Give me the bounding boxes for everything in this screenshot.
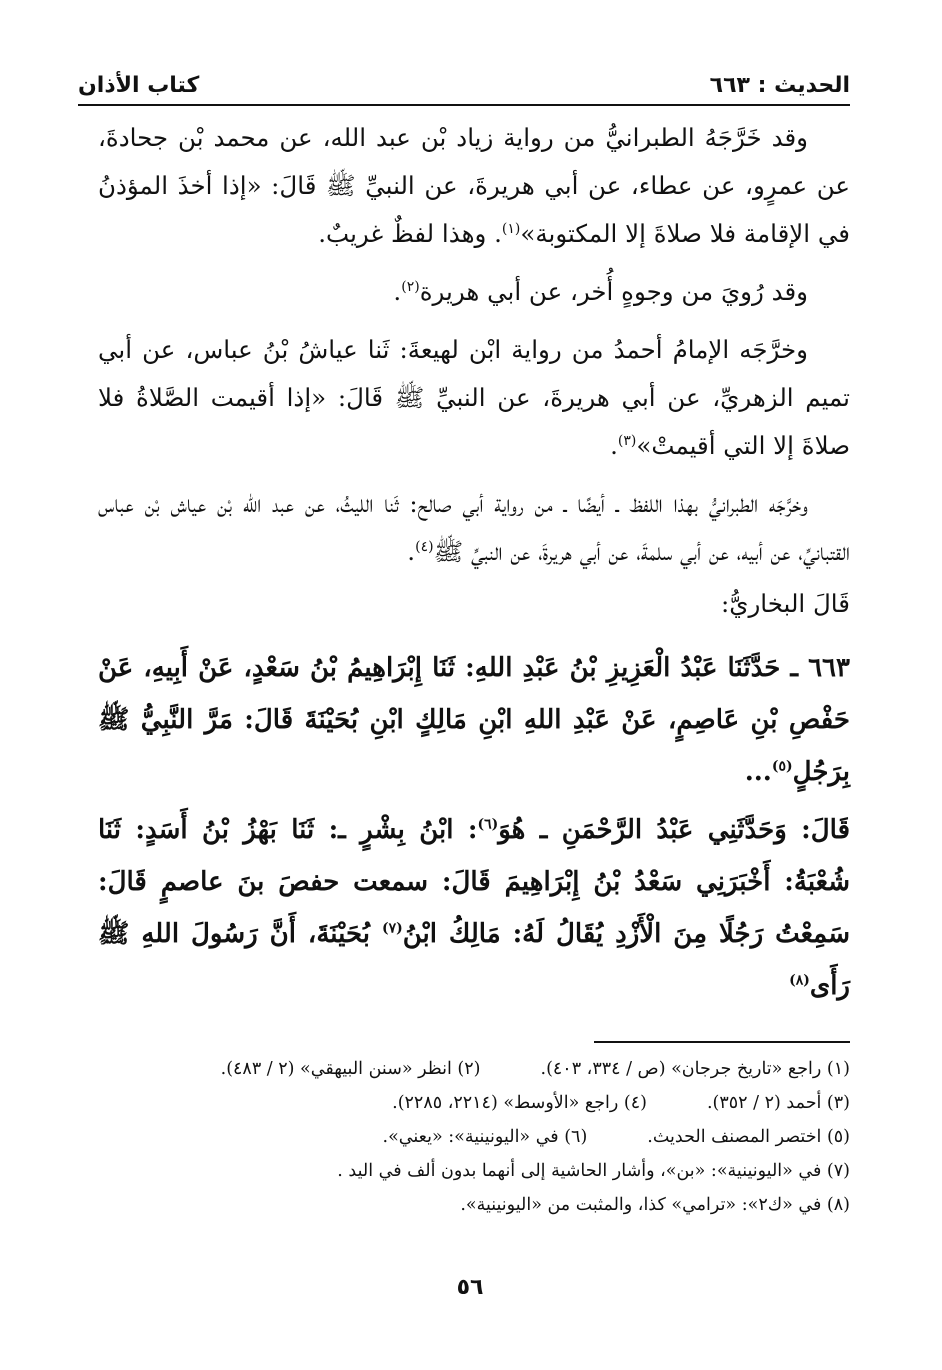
paragraph: [98, 268, 850, 316]
footnote: (١) راجع «تاريخ جرجان» (ص / ٣٣٤، ٤٠٣).: [540, 1059, 850, 1079]
footnote-row: [98, 1120, 850, 1154]
hadith-number-header: الحديث : ٦٦٣: [709, 73, 850, 98]
page-header: [78, 64, 850, 98]
footnote-ref: (٥): [771, 758, 793, 775]
footnote-ref: (٨): [789, 972, 810, 989]
hadith-text: [98, 642, 850, 798]
footnote-ref: (٦): [477, 816, 499, 833]
header-divider: [78, 104, 850, 106]
paragraph: [98, 326, 850, 470]
paragraph: [98, 114, 850, 258]
footnote-row: [98, 1052, 850, 1086]
footnote: (٦) في «اليونينية»: «يعني».: [382, 1127, 588, 1147]
hadith-tail: : ابْنُ بِشْرٍ ـ: ثَنَا بَهْزُ بْنُ أَسَدٍ: ثَنَا شُعْبَةُ: أَخْبَرَنِي سَعْدُ بْنُ إِبْرَاهِيمَ قَالَ: سمعت حفصَ بنَ عاصمٍ قَالَ: سَمِعْتُ رَجُلًا مِنَ الْأَزْدِ يُقَالُ لَهُ: مَالِكُ ابْنُ: [98, 815, 850, 949]
paragraph-tail: .: [407, 537, 416, 566]
footnote: (٧) في «اليونينية»: «بن»، وأشار الحاشية إلى أنهما بدون ألف في اليد .: [337, 1161, 850, 1181]
footnote-row: [98, 1086, 850, 1120]
hadith-body: قَالَ: وَحَدَّثَنِي عَبْدُ الرَّحْمَنِ ـ هُوَ: [498, 815, 850, 845]
footnotes: [98, 1052, 850, 1222]
paragraph: [98, 480, 850, 576]
footnote-ref: (٤): [415, 538, 434, 555]
paragraph-text: وخرَّجَه الطبرانيُّ بهذا اللفظ ـ أيضًا ـ من رواية أبي صالح: ثَنا الليثُ، عن عبد الله بْن عياش بْن عباس القتبانيِّ، عن أبيه، عن أبي سلمةَ، عن أبي هريرةَ، عن النبيِّ ﷺ: [98, 489, 850, 566]
footnote: (٤) راجع «الأوسط» (٢٢١٤، ٢٢٨٥).: [392, 1093, 647, 1113]
footnote-row: [98, 1188, 850, 1222]
hadith-tail: ...: [744, 757, 772, 787]
footnote-divider: [594, 1041, 850, 1043]
paragraph-tail: .: [610, 431, 618, 460]
hadith-text: [98, 804, 850, 1012]
hadith-tail: بُحَيْنَةَ، أَنَّ رَسُولَ اللهِ ﷺ رَأَى: [98, 919, 850, 1001]
book-title-header: كتاب الأذان: [78, 73, 200, 98]
paragraph-text: وقد خَرَّجَهُ الطبرانيُّ من رواية زياد بْن عبد الله، عن محمد بْن جحادةَ، عن عمرٍو، عن عطاء، عن أبي هريرةَ، عن النبيِّ ﷺ قَالَ: «إذا أخذَ المؤذنُ في الإقامة فلا صلاةَ إلا المكتوبة»: [98, 123, 850, 248]
footnote: (٥) اختصر المصنف الحديث.: [647, 1127, 850, 1147]
paragraph-text: وقد رُويَ من وجوهٍ أُخر، عن أبي هريرة: [419, 277, 808, 306]
footnote-row: [98, 1154, 850, 1188]
footnote: (٢) انظر «سنن البيهقي» (٢ / ٤٨٣).: [220, 1059, 481, 1079]
hadith-body: ٦٦٣ ـ حَدَّثَنَا عَبْدُ الْعَزِيزِ بْنُ عَبْدِ اللهِ: ثَنَا إِبْرَاهِيمُ بْنُ سَعْدٍ، عَنْ أَبِيهِ، عَنْ حَفْصِ بْنِ عَاصِمٍ، عَنْ عَبْدِ اللهِ ابْنِ مَالِكٍ ابْنِ بُحَيْنَةَ قَالَ: مَرَّ النَّبِيُّ ﷺ بِرَجُلٍ: [98, 653, 850, 787]
paragraph-tail: .: [393, 277, 402, 306]
footnote: (٨) في «ك٢»: «ترامي» كذا، والمثبت من «اليونينية».: [460, 1195, 850, 1215]
footnote-ref: (١): [501, 220, 521, 237]
paragraph-text: وخرَّجَه الإمامُ أحمدُ من رواية ابْن لهيعةَ: ثَنا عياشُ بْنُ عباس، عن أبي تميم الزهريِّ، عن أبي هريرةَ، عن النبيِّ ﷺ قَالَ: «إذا أقيمت الصَّلاةُ فلا صلاةَ إلا التي أقيمتْ»: [98, 335, 850, 460]
page-number: ٥٦: [456, 1275, 484, 1300]
paragraph-tail: . وهذا لفظٌ غريبٌ.: [318, 219, 502, 248]
main-text: [98, 114, 850, 1012]
footnote: (٣) أحمد (٢ / ٣٥٢).: [706, 1093, 850, 1113]
footnote-ref: (٣): [617, 432, 637, 449]
footnote-ref: (٢): [401, 278, 420, 295]
footnote-ref: (٧): [381, 920, 403, 937]
bukhari-label: قَالَ البخاريُّ:: [721, 589, 850, 618]
